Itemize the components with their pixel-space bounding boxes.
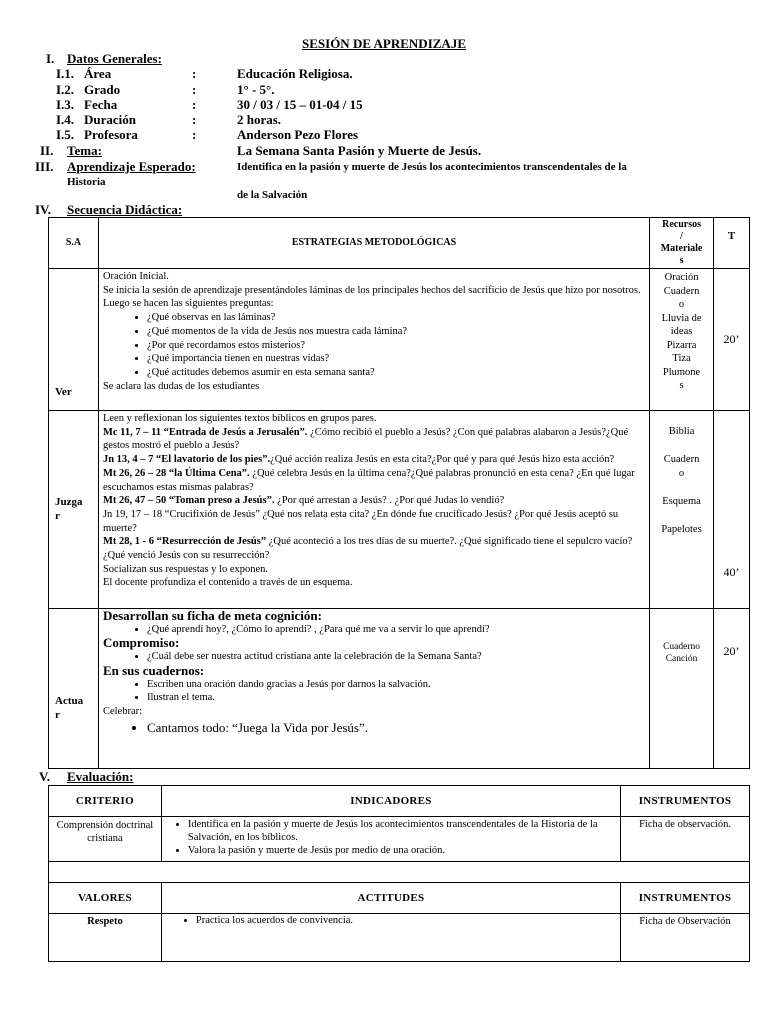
criterio-cell: Comprensión doctrinal cristiana — [49, 817, 162, 862]
list-item: • Cantamos todo: “Juega la Vida por Jesús”. — [147, 719, 645, 737]
juzgar-strategy — [98, 411, 649, 609]
list-item: • ¿Qué actitudes debemos asumir en esta semana santa? — [147, 366, 645, 380]
actuar-heading-2: Compromiso: — [102, 635, 180, 651]
stage-juzgar: Juzga r — [49, 411, 99, 609]
list-item: • ¿Qué observas en las láminas? — [147, 311, 645, 325]
section-4-number: IV. — [35, 202, 52, 217]
ver-strategy — [98, 269, 649, 411]
header-instrumentos: INSTRUMENTOS — [621, 786, 750, 817]
row-label: Área — [84, 66, 112, 81]
row-value: 1° - 5°. — [237, 82, 275, 97]
expected-learning-overflow: Historia — [67, 176, 106, 188]
row-label: Grado — [84, 82, 121, 97]
actuar-time: 20’ — [714, 609, 750, 769]
row-colon: : — [192, 66, 197, 81]
section-2-heading: Tema: — [67, 143, 102, 158]
header-resources: Recursos / Materiale s — [650, 218, 714, 269]
ver-questions — [103, 311, 645, 380]
bible-text: Jn 13, 4 – 7 “El lavatorio de los pies”.¿Qué acción realiza Jesús en esta cita?¿Por qué y para qué Jesús hizo esta acción? — [102, 454, 615, 466]
list-item: • ¿Qué aprendí hoy?, ¿Cómo lo aprendí? , ¿Para qué me va a servir lo que aprendí? — [147, 623, 645, 637]
valor-cell: Respeto — [49, 914, 162, 962]
list-item: • Identifica en la pasión y muerte de Jesús los acontecimientos transcendentales de la Historia de la Salvación, en los bíblicos. — [188, 818, 616, 844]
list-item: • Valora la pasión y muerte de Jesús por medio de una oración. — [188, 844, 616, 857]
evaluation-table — [48, 785, 750, 962]
header-actitudes: ACTITUDES — [161, 883, 620, 914]
section-3-heading: Aprendizaje Esperado: — [67, 159, 196, 174]
spacer-row — [49, 862, 750, 883]
row-value: 2 horas. — [237, 112, 282, 127]
bible-text: Mt 28, 1 - 6 “Resurrección de Jesús” ¿Qué aconteció a los tres días de su muerte?. ¿Qué significado tiene el sepulcro vacío? ¿Qué venció Jesús con su resurrección? — [102, 536, 633, 562]
expected-learning-line2: de la Salvación — [237, 189, 308, 201]
actuar-resources: Cuaderno Canción — [650, 609, 714, 769]
row-number: I.1. — [56, 66, 75, 81]
row-value: 30 / 03 / 15 – 01-04 / 15 — [237, 97, 363, 112]
section-5-heading: Evaluación: — [67, 769, 134, 784]
list-item: • ¿Cuál debe ser nuestra actitud cristiana ante la celebración de la Semana Santa? — [147, 650, 645, 664]
header-strategies: ESTRATEGIAS METODOLÓGICAS — [98, 218, 649, 269]
expected-learning-line1: Identifica en la pasión y muerte de Jesús los acontecimientos transcendentales de la — [237, 161, 627, 173]
row-number: I.2. — [56, 82, 75, 97]
list-item: • Ilustran el tema. — [147, 691, 645, 705]
section-1-number: I. — [46, 51, 55, 66]
row-value: Educación Religiosa. — [237, 66, 353, 81]
header-sa: S.A — [49, 218, 99, 269]
juzgar-intro: Leen y reflexionan los siguientes textos bíblicos en grupos pares. — [102, 413, 377, 424]
actuar-celebrate: Celebrar: — [102, 705, 143, 717]
section-5-number: V. — [39, 769, 50, 784]
bible-text: Mt 26, 47 – 50 “Toman preso a Jesús”. ¿Por qué arrestan a Jesús? . ¿Por qué Judas lo vendió? — [102, 495, 505, 507]
row-label: Duración — [84, 112, 136, 127]
list-item: • ¿Qué importancia tienen en nuestras vidas? — [147, 352, 645, 366]
list-item: • Escriben una oración dando gracias a Jesús por darnos la salvación. — [147, 678, 645, 692]
juzgar-closing-2: El docente profundiza el contenido a través de un esquema. — [102, 577, 353, 589]
ver-resources: Oración Cuadern o Lluvia de ideas Pizarra Tiza Plumone s — [650, 269, 714, 411]
ver-time: 20’ — [714, 269, 750, 411]
section-2-number: II. — [40, 143, 54, 158]
row-colon: : — [192, 112, 197, 127]
bible-text: Jn 19, 17 – 18 “Crucifixión de Jesús” ¿Qué nos relata esta cita? ¿En dónde fue crucificado Jesús? ¿Por qué Jesús aceptó su muerte? — [102, 508, 619, 534]
header-criterio: CRITERIO — [49, 786, 162, 817]
instrumento-cell: Ficha de observación. — [621, 817, 750, 862]
actuar-heading-3: En sus cuadernos: — [102, 662, 205, 678]
row-label: Fecha — [84, 97, 118, 112]
instrumento-2-cell: Ficha de Observación — [621, 914, 750, 962]
ver-closing: Se aclara las dudas de los estudiantes — [102, 380, 260, 392]
juzgar-time: 40’ — [714, 411, 750, 609]
juzgar-resources: Biblia Cuadern o Esquema Papelotes — [650, 411, 714, 609]
didactic-sequence-table — [48, 217, 750, 769]
ver-intro: Oración Inicial. — [102, 271, 169, 282]
header-time: T — [714, 218, 750, 269]
header-valores: VALORES — [49, 883, 162, 914]
row-colon: : — [192, 82, 197, 97]
row-colon: : — [192, 97, 197, 112]
header-indicadores: INDICADORES — [161, 786, 620, 817]
row-number: I.5. — [56, 127, 75, 142]
section-4-heading: Secuencia Didáctica: — [67, 202, 183, 217]
juzgar-closing-1: Socializan sus respuestas y lo exponen. — [102, 563, 269, 575]
list-item: • Practica los acuerdos de convivencia. — [196, 915, 616, 926]
actuar-strategy — [98, 609, 649, 769]
indicadores-cell — [161, 817, 620, 862]
row-value: Anderson Pezo Flores — [237, 127, 359, 142]
stage-ver: Ver — [49, 269, 99, 411]
bible-text: Mt 26, 26 – 28 “la Última Cena”. ¿Qué celebra Jesús en la última cena?¿Qué palabras pronunció en esta cena? ¿En qué lugar escuchamos estas mismas palabras? — [102, 467, 635, 493]
actuar-heading-1: Desarrollan su ficha de meta cognición: — [102, 608, 322, 623]
bible-text: Mc 11, 7 – 11 “Entrada de Jesús a Jerusalén”. ¿Cómo recibió el pueblo a Jesús? ¿Con qué palabras alabaron a Jesús?¿Qué gestos mostró el pueblo a Jesús? — [102, 426, 629, 452]
ver-paragraph: Se inicia la sesión de aprendizaje presentándoles láminas de los principales hechos del sacrificio de Jesús que hizo por nosotros. Luego se hacen las siguientes preguntas: — [102, 284, 641, 310]
list-item: • ¿Por qué recordamos estos misterios? — [147, 339, 645, 353]
list-item: • ¿Qué momentos de la vida de Jesús nos muestra cada lámina? — [147, 325, 645, 339]
row-label: Profesora — [84, 127, 138, 142]
row-number: I.4. — [56, 112, 75, 127]
section-3-number: III. — [35, 159, 54, 174]
row-number: I.3. — [56, 97, 75, 112]
actitudes-cell — [161, 914, 620, 962]
section-1-heading: Datos Generales: — [67, 51, 162, 66]
row-colon: : — [192, 127, 197, 142]
stage-actuar: Actua r — [49, 609, 99, 769]
topic-value: La Semana Santa Pasión y Muerte de Jesús. — [237, 143, 482, 158]
header-instrumentos-2: INSTRUMENTOS — [621, 883, 750, 914]
page-title: SESIÓN DE APRENDIZAJE — [302, 36, 466, 51]
